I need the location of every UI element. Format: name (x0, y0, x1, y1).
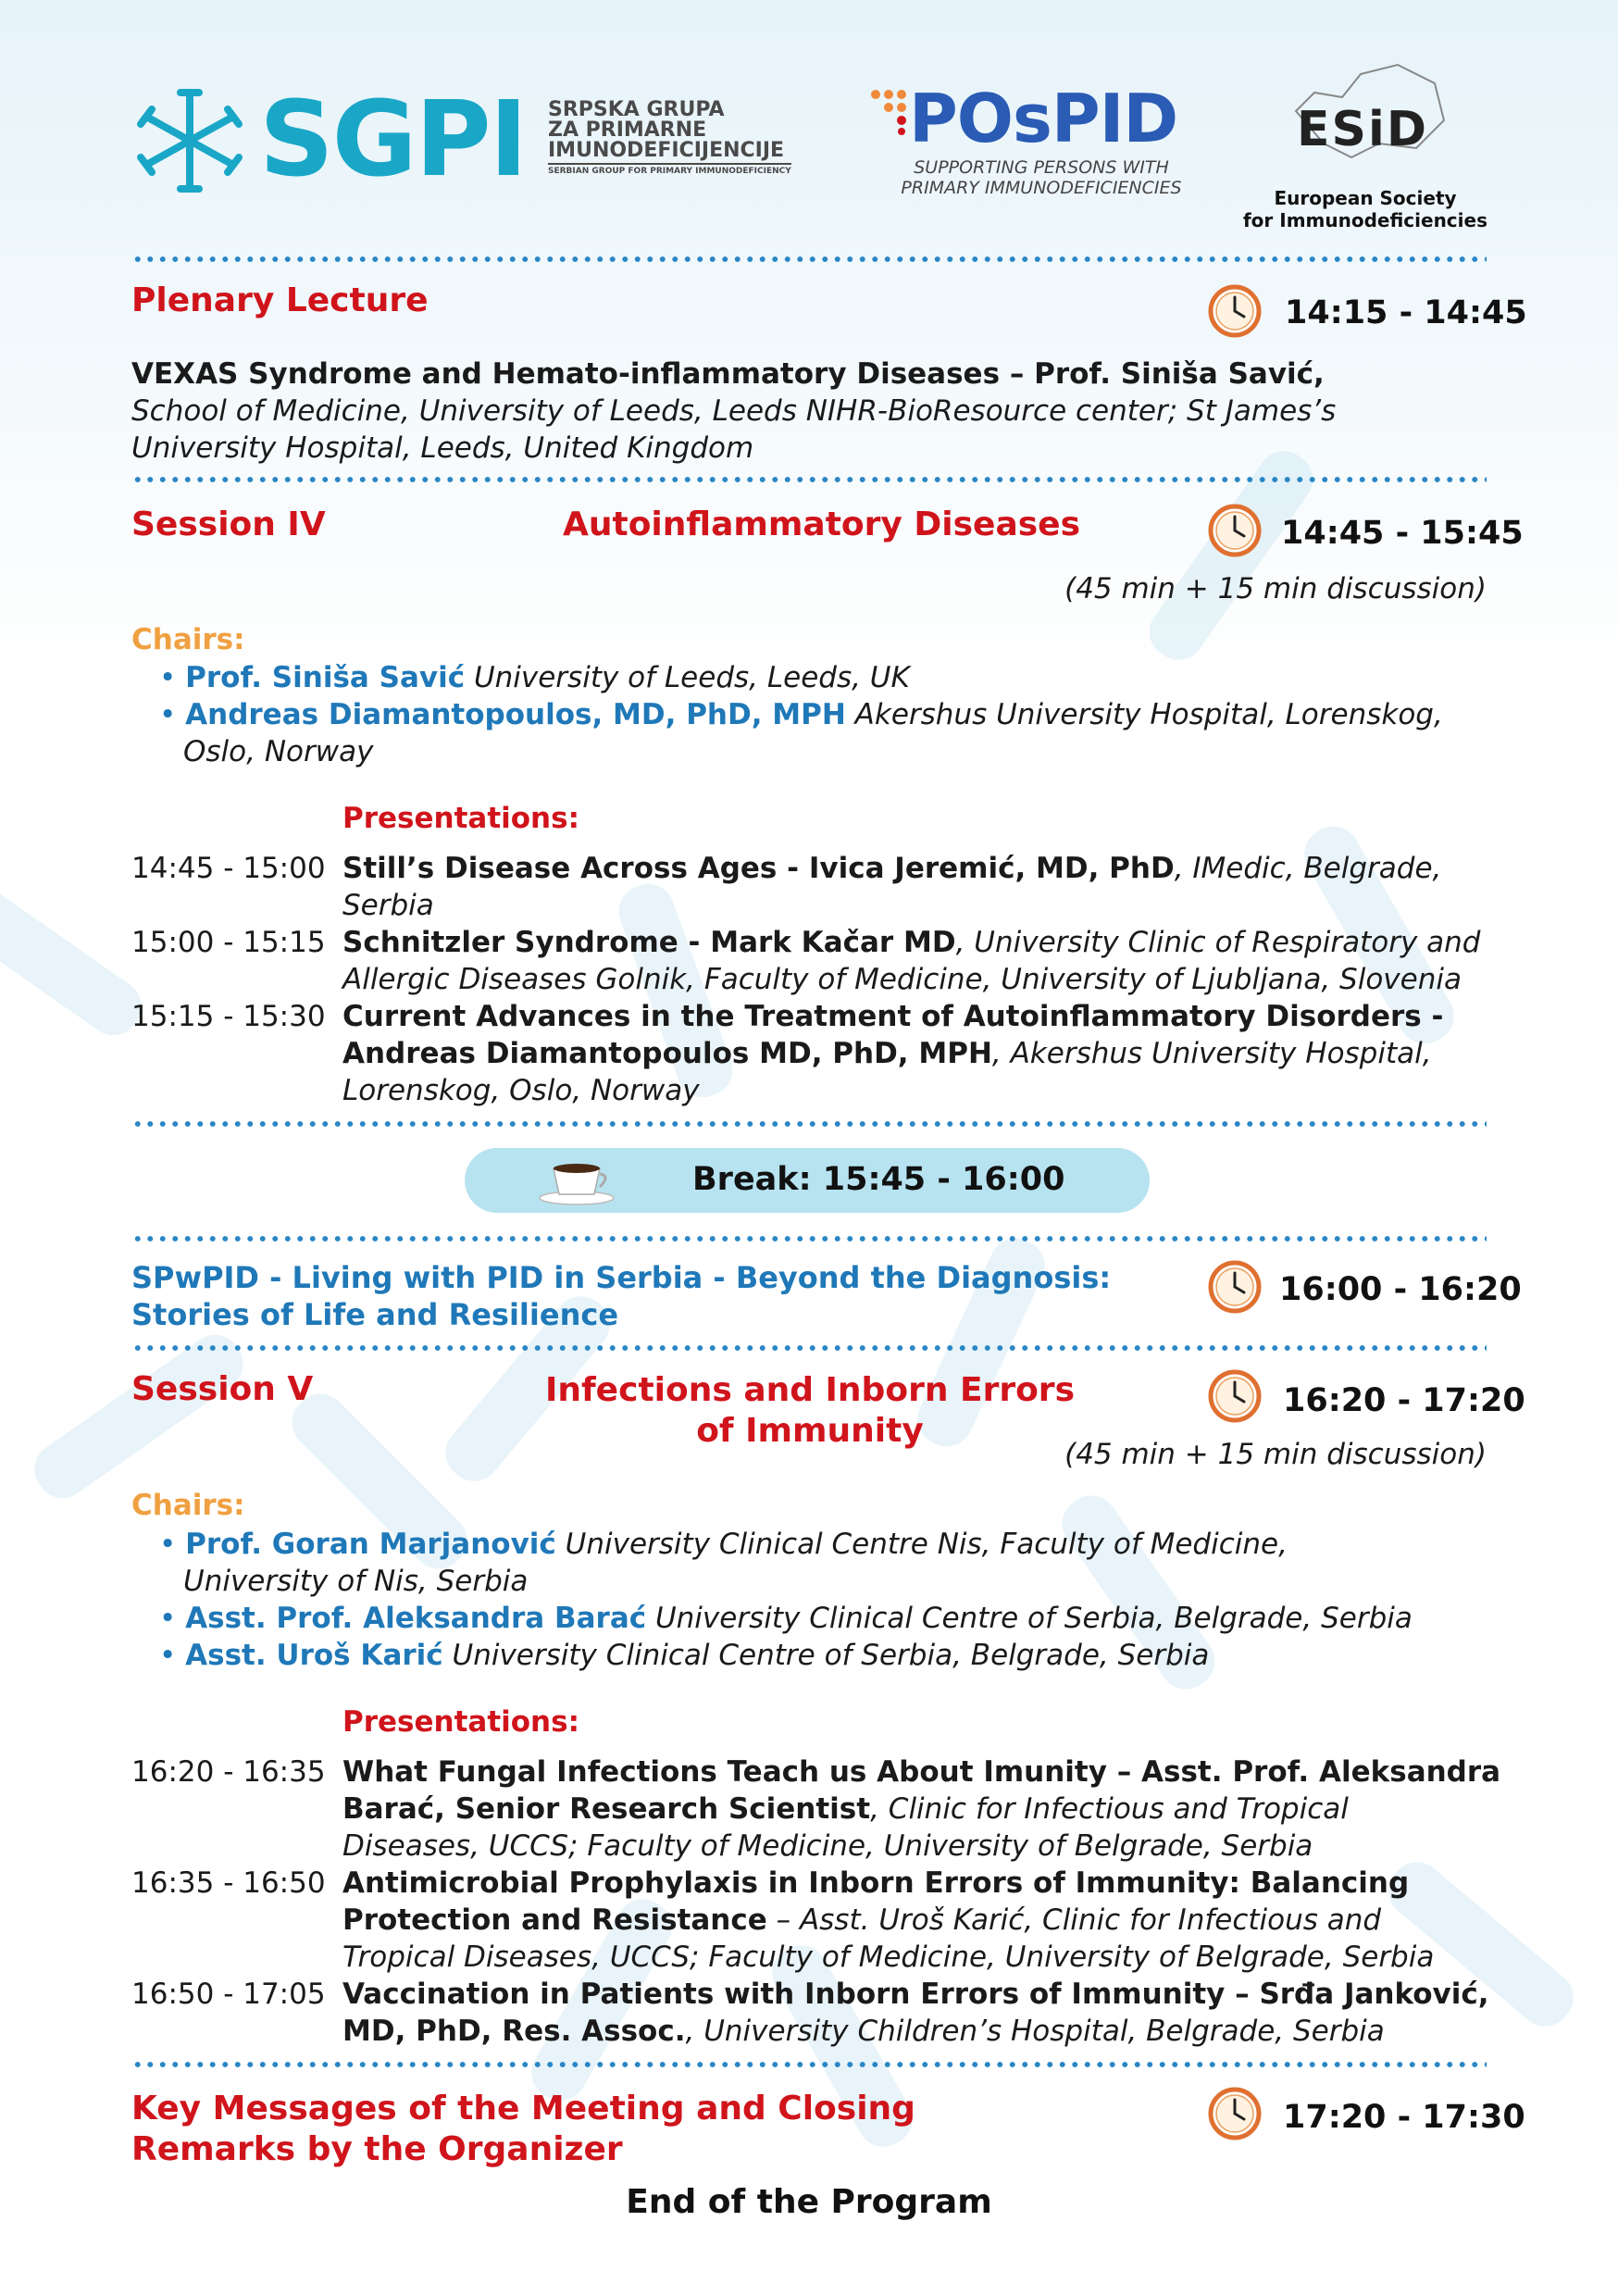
spwpid-line2: Stories of Life and Resilience (131, 1297, 619, 1332)
clock-icon (1208, 504, 1262, 557)
session5-topic (518, 1370, 1101, 1452)
clock-icon (1208, 1369, 1262, 1423)
presentation-time: 15:00 - 15:15 (131, 926, 326, 959)
session4-presentations-label: Presentations: (342, 802, 579, 835)
presentation-item: 16:20 - 16:35 What Fungal Infections Teach us About Imunity – Asst. Prof. Aleksandra Barać, Senior Research Scientist, Clinic for Infectious and Tropical Diseases, UCCS; Faculty of Medicine, University of Belgrade, Serbia (131, 1755, 1501, 1863)
pospid-tagline-1: SUPPORTING PERSONS WITH (914, 157, 1169, 178)
pospid-logo (870, 80, 1203, 204)
session4-duration: (45 min + 15 min discussion) (1064, 572, 1487, 605)
session5-topic-line2: of Immunity (696, 1412, 924, 1450)
esid-line1: European Society (1274, 187, 1457, 209)
end-of-program: End of the Program (626, 2183, 992, 2221)
session4-topic: Autoinflammatory Diseases (563, 505, 1081, 543)
clock-icon (1208, 284, 1262, 338)
coffee-cup-icon (535, 1157, 618, 1205)
presentation-item: 14:45 - 15:00 Still’s Disease Across Ages - Ivica Jeremić, MD, PhD, IMedic, Belgrade, Serbia (131, 852, 1442, 922)
chair-item: • Asst. Uroš Karić University Clinical Centre of Serbia, Belgrade, Serbia (159, 1639, 1210, 1672)
session5-chairs-label: Chairs: (131, 1489, 245, 1522)
divider-dotted (131, 1235, 1487, 1242)
clock-icon (1208, 2087, 1262, 2140)
session5-time: 16:20 - 17:20 (1283, 1382, 1525, 1419)
esid-name: ESiD (1297, 102, 1428, 157)
clock-icon (1208, 1260, 1262, 1314)
sgpi-logo (130, 80, 833, 200)
closing-line2: Remarks by the Organizer (131, 2130, 623, 2168)
plenary-title: VEXAS Syndrome and Hemato-inflammatory Diseases – Prof. Siniša Savić, (131, 357, 1325, 391)
session4-chairs-list (159, 659, 1492, 770)
presentation-item: 16:35 - 16:50 Antimicrobial Prophylaxis in Inborn Errors of Immunity: Balancing Protection and Resistance – Asst. Uroš Karić, Clinic for Infectious and Tropical Diseases, UCCS; Faculty of Medicine, University of Belgrade, Serbia (131, 1866, 1435, 1974)
presentation-item: 15:15 - 15:30 Current Advances in the Treatment of Autoinflammatory Disorders - Andreas Diamantopoulos MD, PhD, MPH, Akershus University Hospital, Lorenskog, Oslo, Norway (131, 1000, 1444, 1107)
sgpi-line4: SERBIAN GROUP FOR PRIMARY IMMUNODEFICIENCY (548, 167, 791, 176)
presentation-time: 16:50 - 17:05 (131, 1978, 326, 2011)
plenary-affiliation-2: University Hospital, Leeds, United Kingdom (131, 431, 754, 465)
spwpid-time: 16:00 - 16:20 (1279, 1271, 1522, 1308)
session4-time: 14:45 - 15:45 (1281, 515, 1524, 552)
presentation-time: 16:20 - 16:35 (131, 1755, 326, 1789)
session5-presentation-list (131, 1753, 1501, 2050)
divider-dotted (131, 256, 1487, 263)
closing-line1: Key Messages of the Meeting and Closing (131, 2090, 915, 2128)
spwpid-title (131, 1259, 1111, 1333)
presentation-time: 15:15 - 15:30 (131, 1000, 326, 1033)
presentation-item: 15:00 - 15:15 Schnitzler Syndrome - Mark Kačar MD, University Clinic of Respiratory and Allergic Diseases Golnik, Faculty of Medicine, University of Ljubljana, Slovenia (131, 926, 1481, 996)
chair-item: • Andreas Diamantopoulos, MD, PhD, MPH Akershus University Hospital, Lorenskog, (159, 698, 1443, 731)
chair-item-continued: University of Nis, Serbia (183, 1565, 529, 1598)
session5-presentations-label: Presentations: (342, 1705, 579, 1739)
chair-item: • Prof. Goran Marjanović University Clinical Centre Nis, Faculty of Medicine, (159, 1528, 1288, 1561)
sgpi-acronym: SGPI (259, 80, 527, 200)
plenary-label: Plenary Lecture (131, 281, 429, 319)
plenary-time: 14:15 - 14:45 (1285, 294, 1527, 331)
presentation-time: 14:45 - 15:00 (131, 852, 326, 885)
chair-item-continued: Oslo, Norway (183, 735, 374, 768)
chair-item: • Prof. Siniša Savić University of Leeds, Leeds, UK (159, 661, 910, 694)
break-label: Break: 15:45 - 16:00 (692, 1161, 1065, 1198)
spwpid-line1: SPwPID - Living with PID in Serbia - Beyond the Diagnosis: (131, 1260, 1112, 1295)
session4-presentation-list (131, 850, 1501, 1109)
break-banner (465, 1148, 1150, 1213)
divider-dotted (131, 1120, 1487, 1128)
sgpi-line1: SRPSKA GRUPA (548, 98, 725, 121)
closing-time: 17:20 - 17:30 (1283, 2099, 1525, 2136)
closing-title (131, 2089, 915, 2170)
sgpi-emblem-icon (130, 85, 250, 196)
divider-dotted (131, 2061, 1487, 2068)
divider-dotted (131, 476, 1487, 483)
pospid-name: POsPID (909, 80, 1178, 157)
session5-chairs-list (159, 1526, 1492, 1674)
esid-line2: for Immunodeficiencies (1242, 209, 1487, 231)
pospid-tagline-2: PRIMARY IMMUNODEFICIENCIES (901, 178, 1182, 198)
session4-label: Session IV (131, 505, 326, 543)
session5-label: Session V (131, 1370, 314, 1408)
presentation-item: 16:50 - 17:05 Vaccination in Patients with Inborn Errors of Immunity – Srđa Janković, MD, PhD, Res. Assoc., University Children’s Hospital, Belgrade, Serbia (131, 1978, 1489, 2048)
session5-duration: (45 min + 15 min discussion) (1064, 1438, 1487, 1471)
sgpi-line2: ZA PRIMARNE (548, 119, 707, 142)
esid-logo (1240, 56, 1490, 231)
divider-dotted (131, 1344, 1487, 1352)
session4-chairs-label: Chairs: (131, 623, 245, 656)
sgpi-line3: IMUNODEFICIJENCIJE (548, 141, 791, 165)
session5-topic-line1: Infections and Inborn Errors (545, 1371, 1075, 1409)
plenary-affiliation-1: School of Medicine, University of Leeds, Leeds NIHR-BioResource center; St James’s (131, 394, 1337, 428)
presentation-time: 16:35 - 16:50 (131, 1866, 326, 1900)
chair-item: • Asst. Prof. Aleksandra Barać University Clinical Centre of Serbia, Belgrade, Serbia (159, 1602, 1413, 1635)
